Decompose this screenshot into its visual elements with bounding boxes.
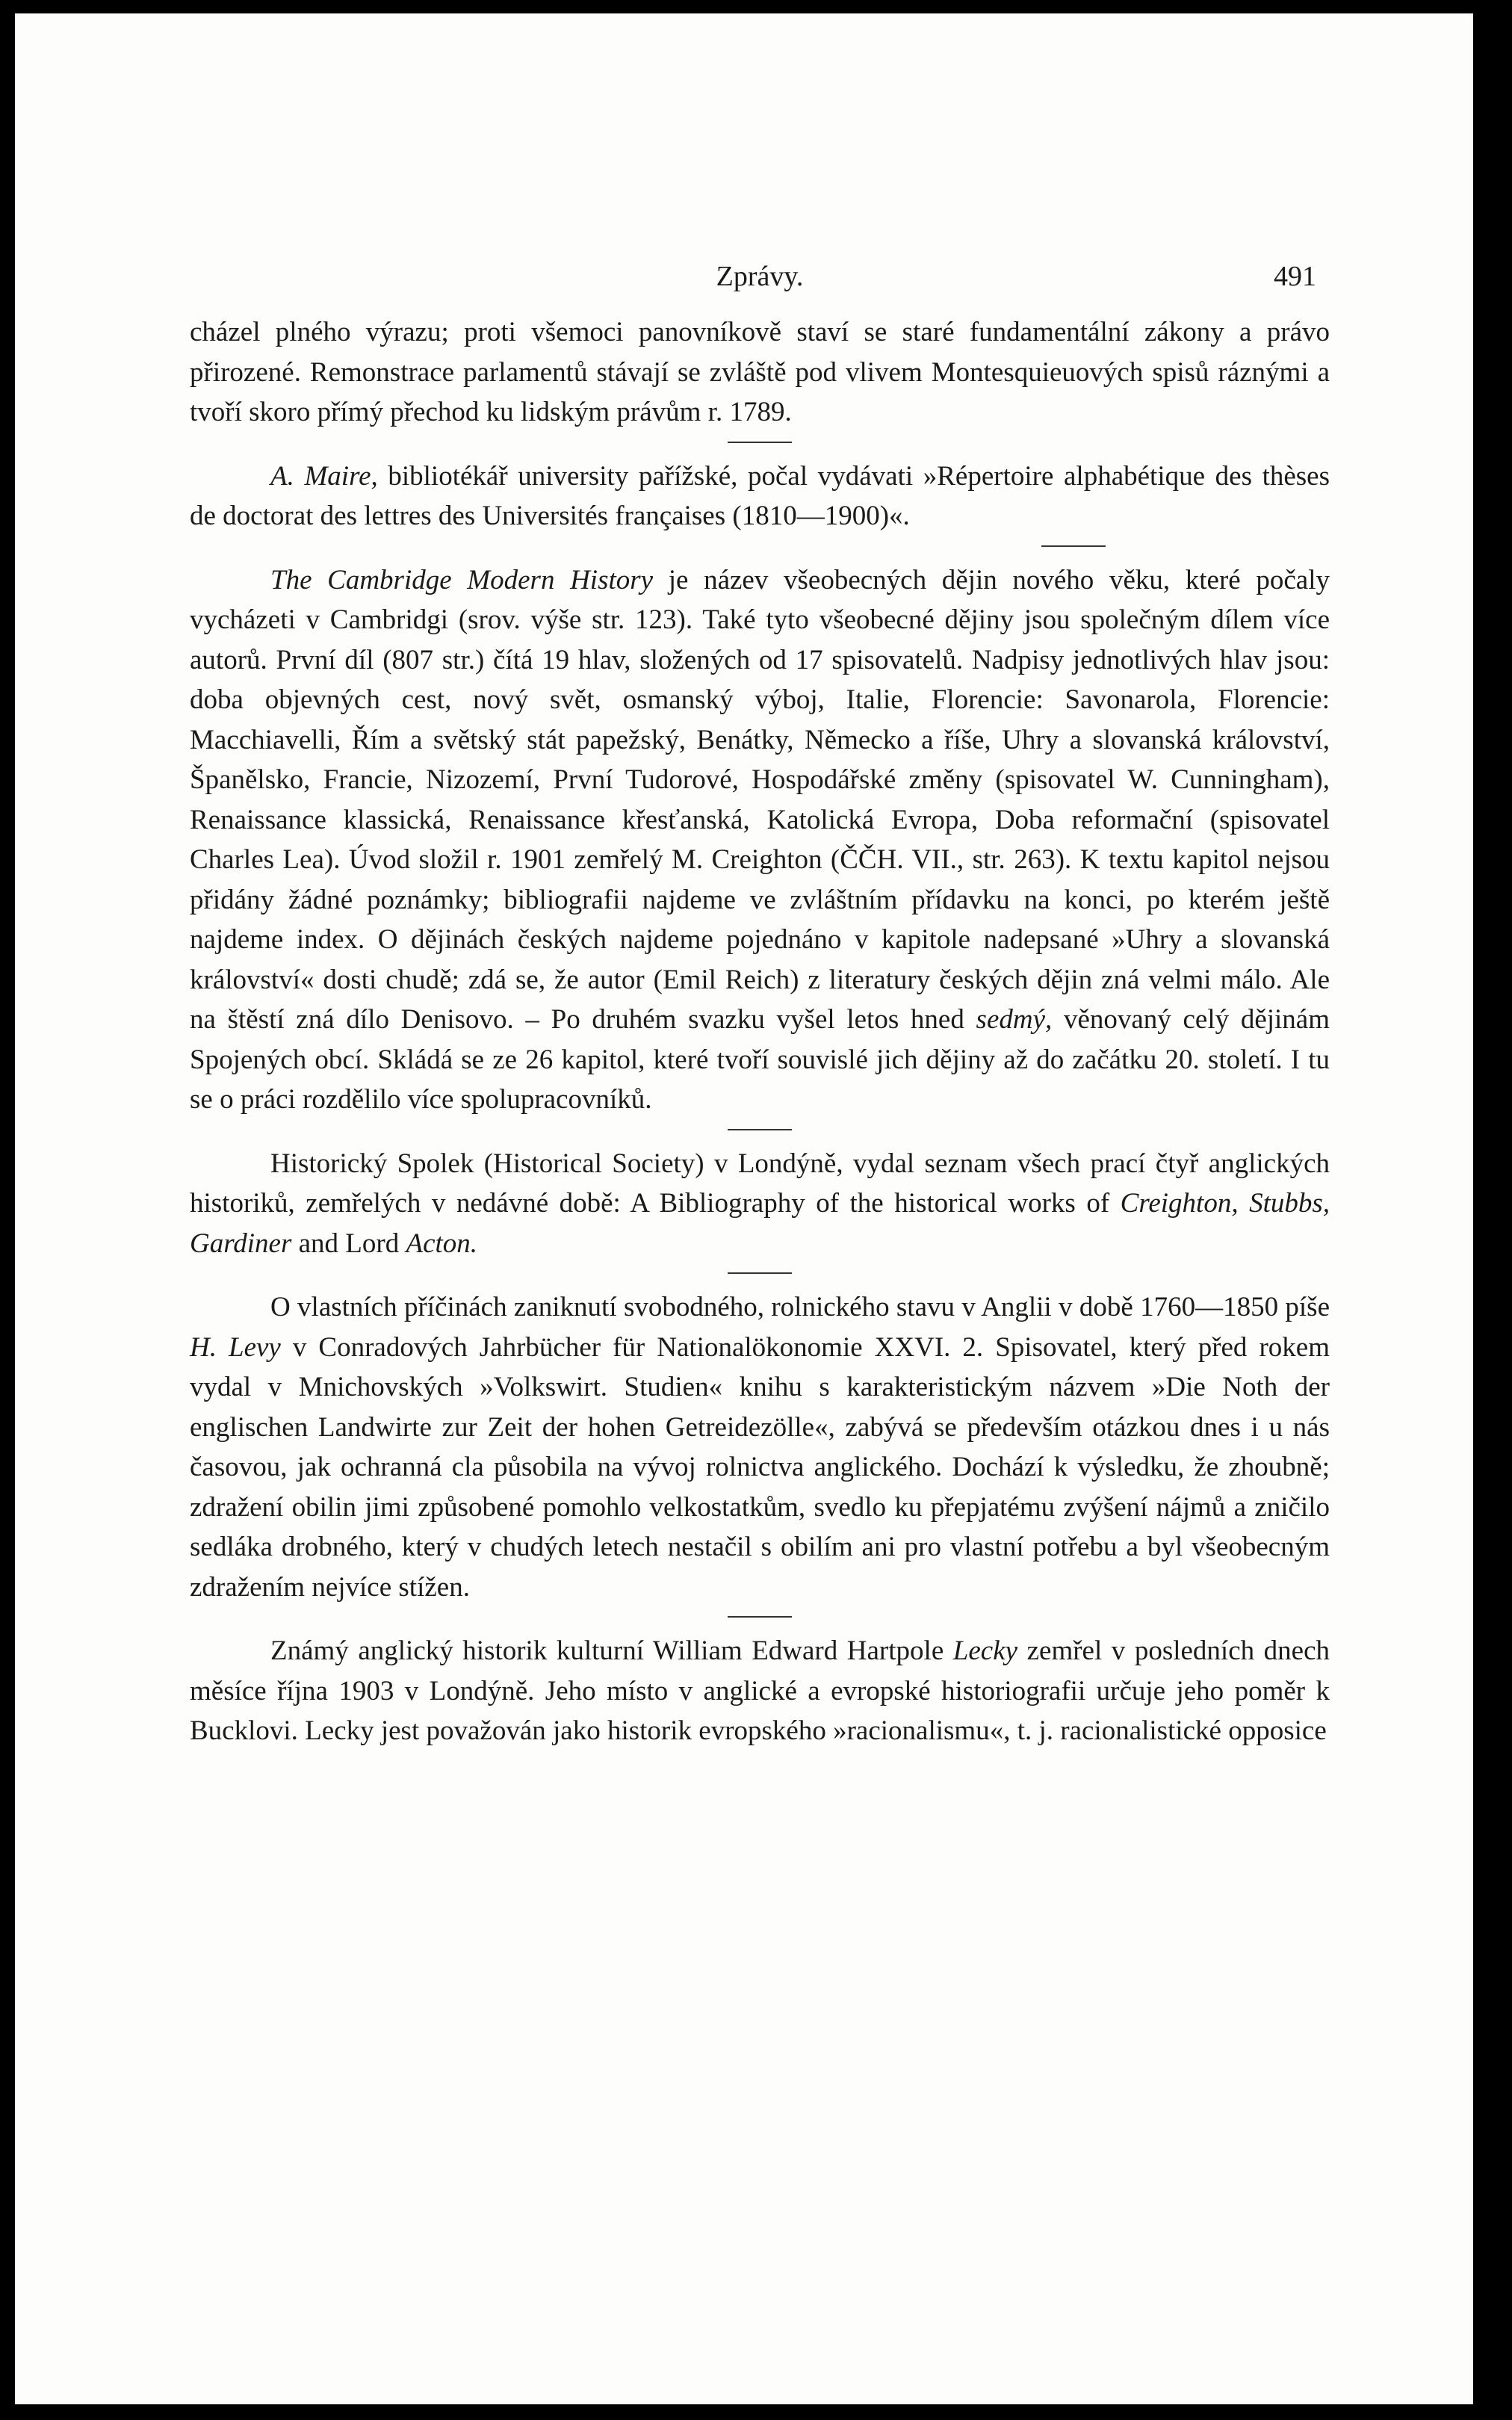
section-separator: [728, 1272, 792, 1274]
section-separator: [728, 442, 792, 443]
paragraph-maire: [190, 457, 1330, 536]
paragraph-text: zemřel v posledních dnech měsíce října 1903 v Londýně. Jeho místo v anglické a evropské historiografii určuje jeho poměr k Bucklovi. Lecky jest považován jako historik evropského »racionalismu«, t. j. racionalistické opposice: [190, 1635, 1330, 1746]
paragraph-remonstrace: [190, 312, 1330, 433]
paragraph-text: cházel plného výrazu; proti všemoci panovníkově staví se staré fundamentální zákony a právo přirozené. Remonstrace parlamentů stávají se zvláště pod vlivem Montesquieuových spisů ráznými a tvoří skoro přímý přechod ku lidským právům r. 1789.: [190, 317, 1330, 427]
section-separator: [728, 1129, 792, 1130]
page-content: [190, 260, 1330, 1751]
running-header: [190, 260, 1330, 312]
paragraph-lecky: [190, 1631, 1330, 1751]
paragraph-text: je název všeobecných dějin nového věku, které počaly vycházeti v Cambridgi (srov. výše str. 123). Také tyto všeobecné dějiny jsou společným dílem více autorů. První díl (807 str.) čítá 19 hlav, složených od 17 spisovatelů. Nadpisy jednotlivých hlav jsou: doba objevných cest, nový svět, osmanský výboj, Italie, Florencie: Savonarola, Florencie: Macchiavelli, Řím a světský stát papežský, Benátky, Německo a říše, Uhry a slovanská království, Španělsko, Francie, Nizozemí, První Tudorové, Hospodářské změny (spisovatel W. Cunningham), Renaissance klassická, Renaissance křesťanská, Katolická Evropa, Doba reformační (spisovatel Charles Lea). Úvod složil r. 1901 zemřelý M. Creighton (ČČH. VII., str. 263). K textu kapitol nejsou přidány žádné poznámky; bibliografii najdeme ve zvláštním přídavku na konci, po kterém ještě najdeme index. O dějinách českých najdeme pojednáno v kapitole nadepsané »Uhry a slovanská království« dosti chudě; zdá se, že autor (Emil Reich) z literatury českých dějin zná velmi málo. Ale na štěstí zná dílo Denisovo. – Po druhém svazku vyšel letos hned: [190, 564, 1330, 1035]
paragraph-text: věnovaný celý dějinám Spojených obcí. Skládá se ze 26 kapitol, které tvoří souvislé jich dějiny až do začátku 20. století. I tu se o práci rozdělilo více spolupracovníků.: [190, 1004, 1330, 1115]
book-title: The Cambridge Modern History: [270, 564, 654, 595]
paragraph-text: bibliotékář university pařížské, počal vydávati »Répertoire alphabétique des thèses de doctorat des lettres des Universités françaises (1810—1900)«.: [190, 460, 1330, 531]
paragraph-historical-society: [190, 1144, 1330, 1264]
historian-name: Acton.: [406, 1228, 478, 1259]
section-separator: [1041, 545, 1106, 547]
author-name: Lecky: [952, 1635, 1018, 1666]
paragraph-text: Známý anglický historik kulturní William Edward Hartpole: [270, 1635, 953, 1666]
author-name: H. Levy: [190, 1331, 281, 1363]
scanned-page: [15, 13, 1473, 2404]
historian-name: Gardiner: [190, 1228, 292, 1259]
author-name: A. Maire,: [270, 460, 378, 492]
historian-name: Creighton,: [1120, 1188, 1239, 1219]
paragraph-levy: [190, 1287, 1330, 1607]
paragraph-text: and Lord: [291, 1228, 406, 1259]
paragraph-text: Historický Spolek (Historical Society) v Londýně, vydal seznam všech prací čtyř anglických historiků, zemřelých v nedávné době: A Bibliography of the historical works of: [190, 1148, 1330, 1219]
section-separator: [728, 1616, 792, 1618]
historian-name: Stubbs,: [1249, 1188, 1330, 1219]
emphasis-word: sedmý,: [976, 1004, 1053, 1035]
header-title: Zprávy.: [716, 261, 804, 292]
paragraph-text: v Conradových Jahrbücher für Nationalökonomie XXVI. 2. Spisovatel, který před rokem vydal v Mnichovských »Volkswirt. Studien« knihu s karakteristickým názvem »Die Noth der englischen Landwirte zur Zeit der hohen Getreidezölle«, zabývá se především otázkou dnes i u nás časovou, jak ochranná cla působila na vývoj rolnictva anglického. Dochází k výsledku, že zhoubně; zdražení obilin jimi způsobené pomohlo velkostatkům, svedlo ku přepjatému zvýšení nájmů a zničilo sedláka drobného, který v chudých letech nestačil s obilím ani pro vlastní potřebu a byl všeobecným zdražením nejvíce stížen.: [190, 1331, 1330, 1603]
page-number: 491: [1274, 261, 1316, 292]
paragraph-text: O vlastních příčinách zaniknutí svobodného, rolnického stavu v Anglii v době 1760—1850 píše: [270, 1292, 1330, 1322]
paragraph-cambridge: [190, 560, 1330, 1120]
